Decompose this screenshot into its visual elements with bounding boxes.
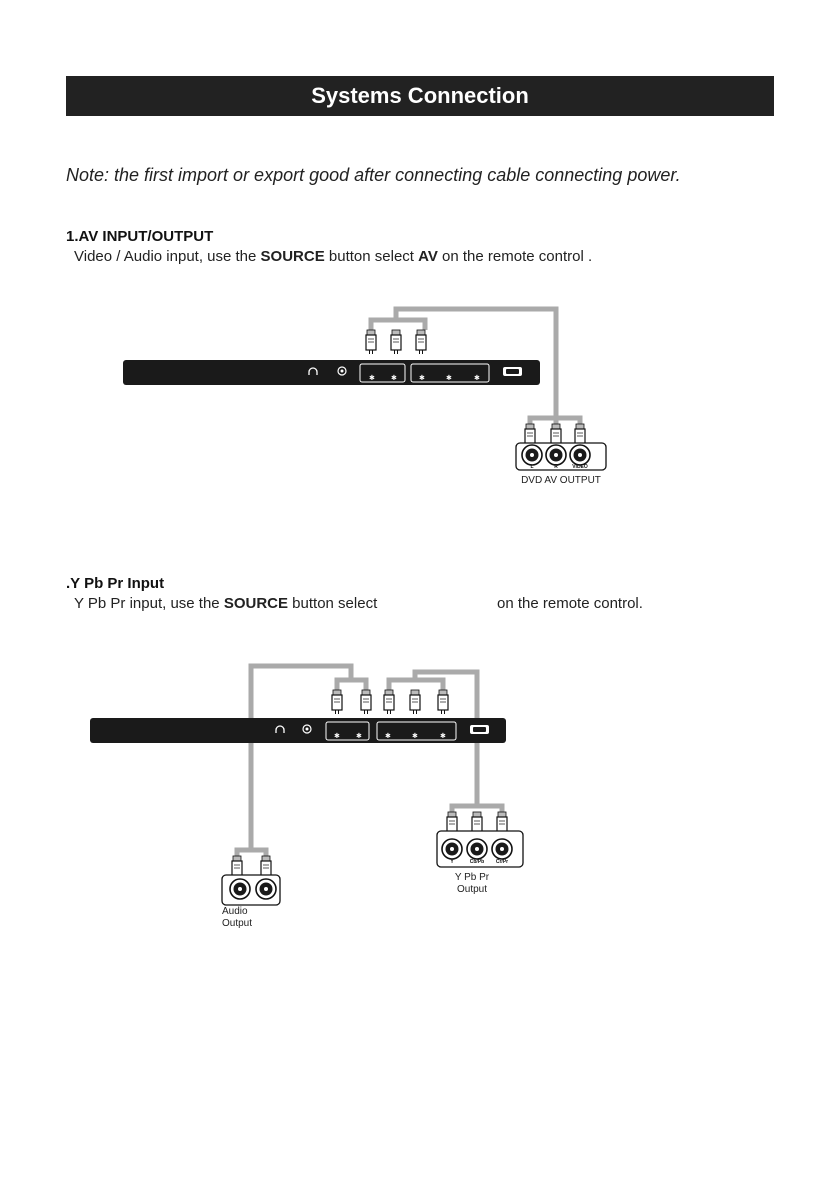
jack-label-cbpb: Cb/Pb [469, 859, 485, 865]
dvd-device [516, 424, 606, 470]
svg-text:✱: ✱ [369, 375, 375, 382]
section-heading-av: 1.AV INPUT/OUTPUT [66, 228, 214, 245]
section-desc-ypbpr-end: on the remote control. [497, 595, 643, 612]
svg-text:✱: ✱ [446, 375, 452, 382]
svg-text:✱: ✱ [419, 375, 425, 382]
tv-panel-1 [123, 360, 540, 385]
dvd-av-output-caption: DVD AV OUTPUT [521, 475, 601, 486]
section-desc-ypbpr: Y Pb Pr input, use the SOURCE button select [74, 595, 378, 612]
jack-label-crpr: Cr/Pr [495, 859, 509, 865]
svg-text:✱: ✱ [334, 733, 340, 740]
section-heading-ypbpr: .Y Pb Pr Input [66, 575, 165, 592]
svg-text:✱: ✱ [440, 733, 446, 740]
jack-label-l: L [530, 464, 534, 470]
audio-output-caption: Audio Output [222, 906, 253, 929]
svg-text:✱: ✱ [391, 375, 397, 382]
svg-text:✱: ✱ [356, 733, 362, 740]
ypbpr-tv-plugs [332, 690, 448, 714]
page-title: Systems Connection [66, 76, 774, 116]
svg-text:✱: ✱ [412, 733, 418, 740]
ypbpr-device [437, 812, 523, 867]
connection-note: Note: the first import or export good after connecting cable connecting power. [66, 165, 681, 185]
section-desc-av: Video / Audio input, use the SOURCE button select AV on the remote control . [74, 248, 593, 265]
ypbpr-output-caption: Y Pb Pr Output [454, 872, 490, 895]
jack-label-y: Y [450, 859, 454, 865]
jack-label-video: VIDEO [572, 464, 588, 470]
audio-device [222, 856, 280, 905]
svg-text:✱: ✱ [385, 733, 391, 740]
jack-label-r: R [554, 464, 558, 470]
svg-text:✱: ✱ [474, 375, 480, 382]
tv-panel-2 [90, 718, 506, 743]
av-tv-plugs [366, 330, 426, 354]
